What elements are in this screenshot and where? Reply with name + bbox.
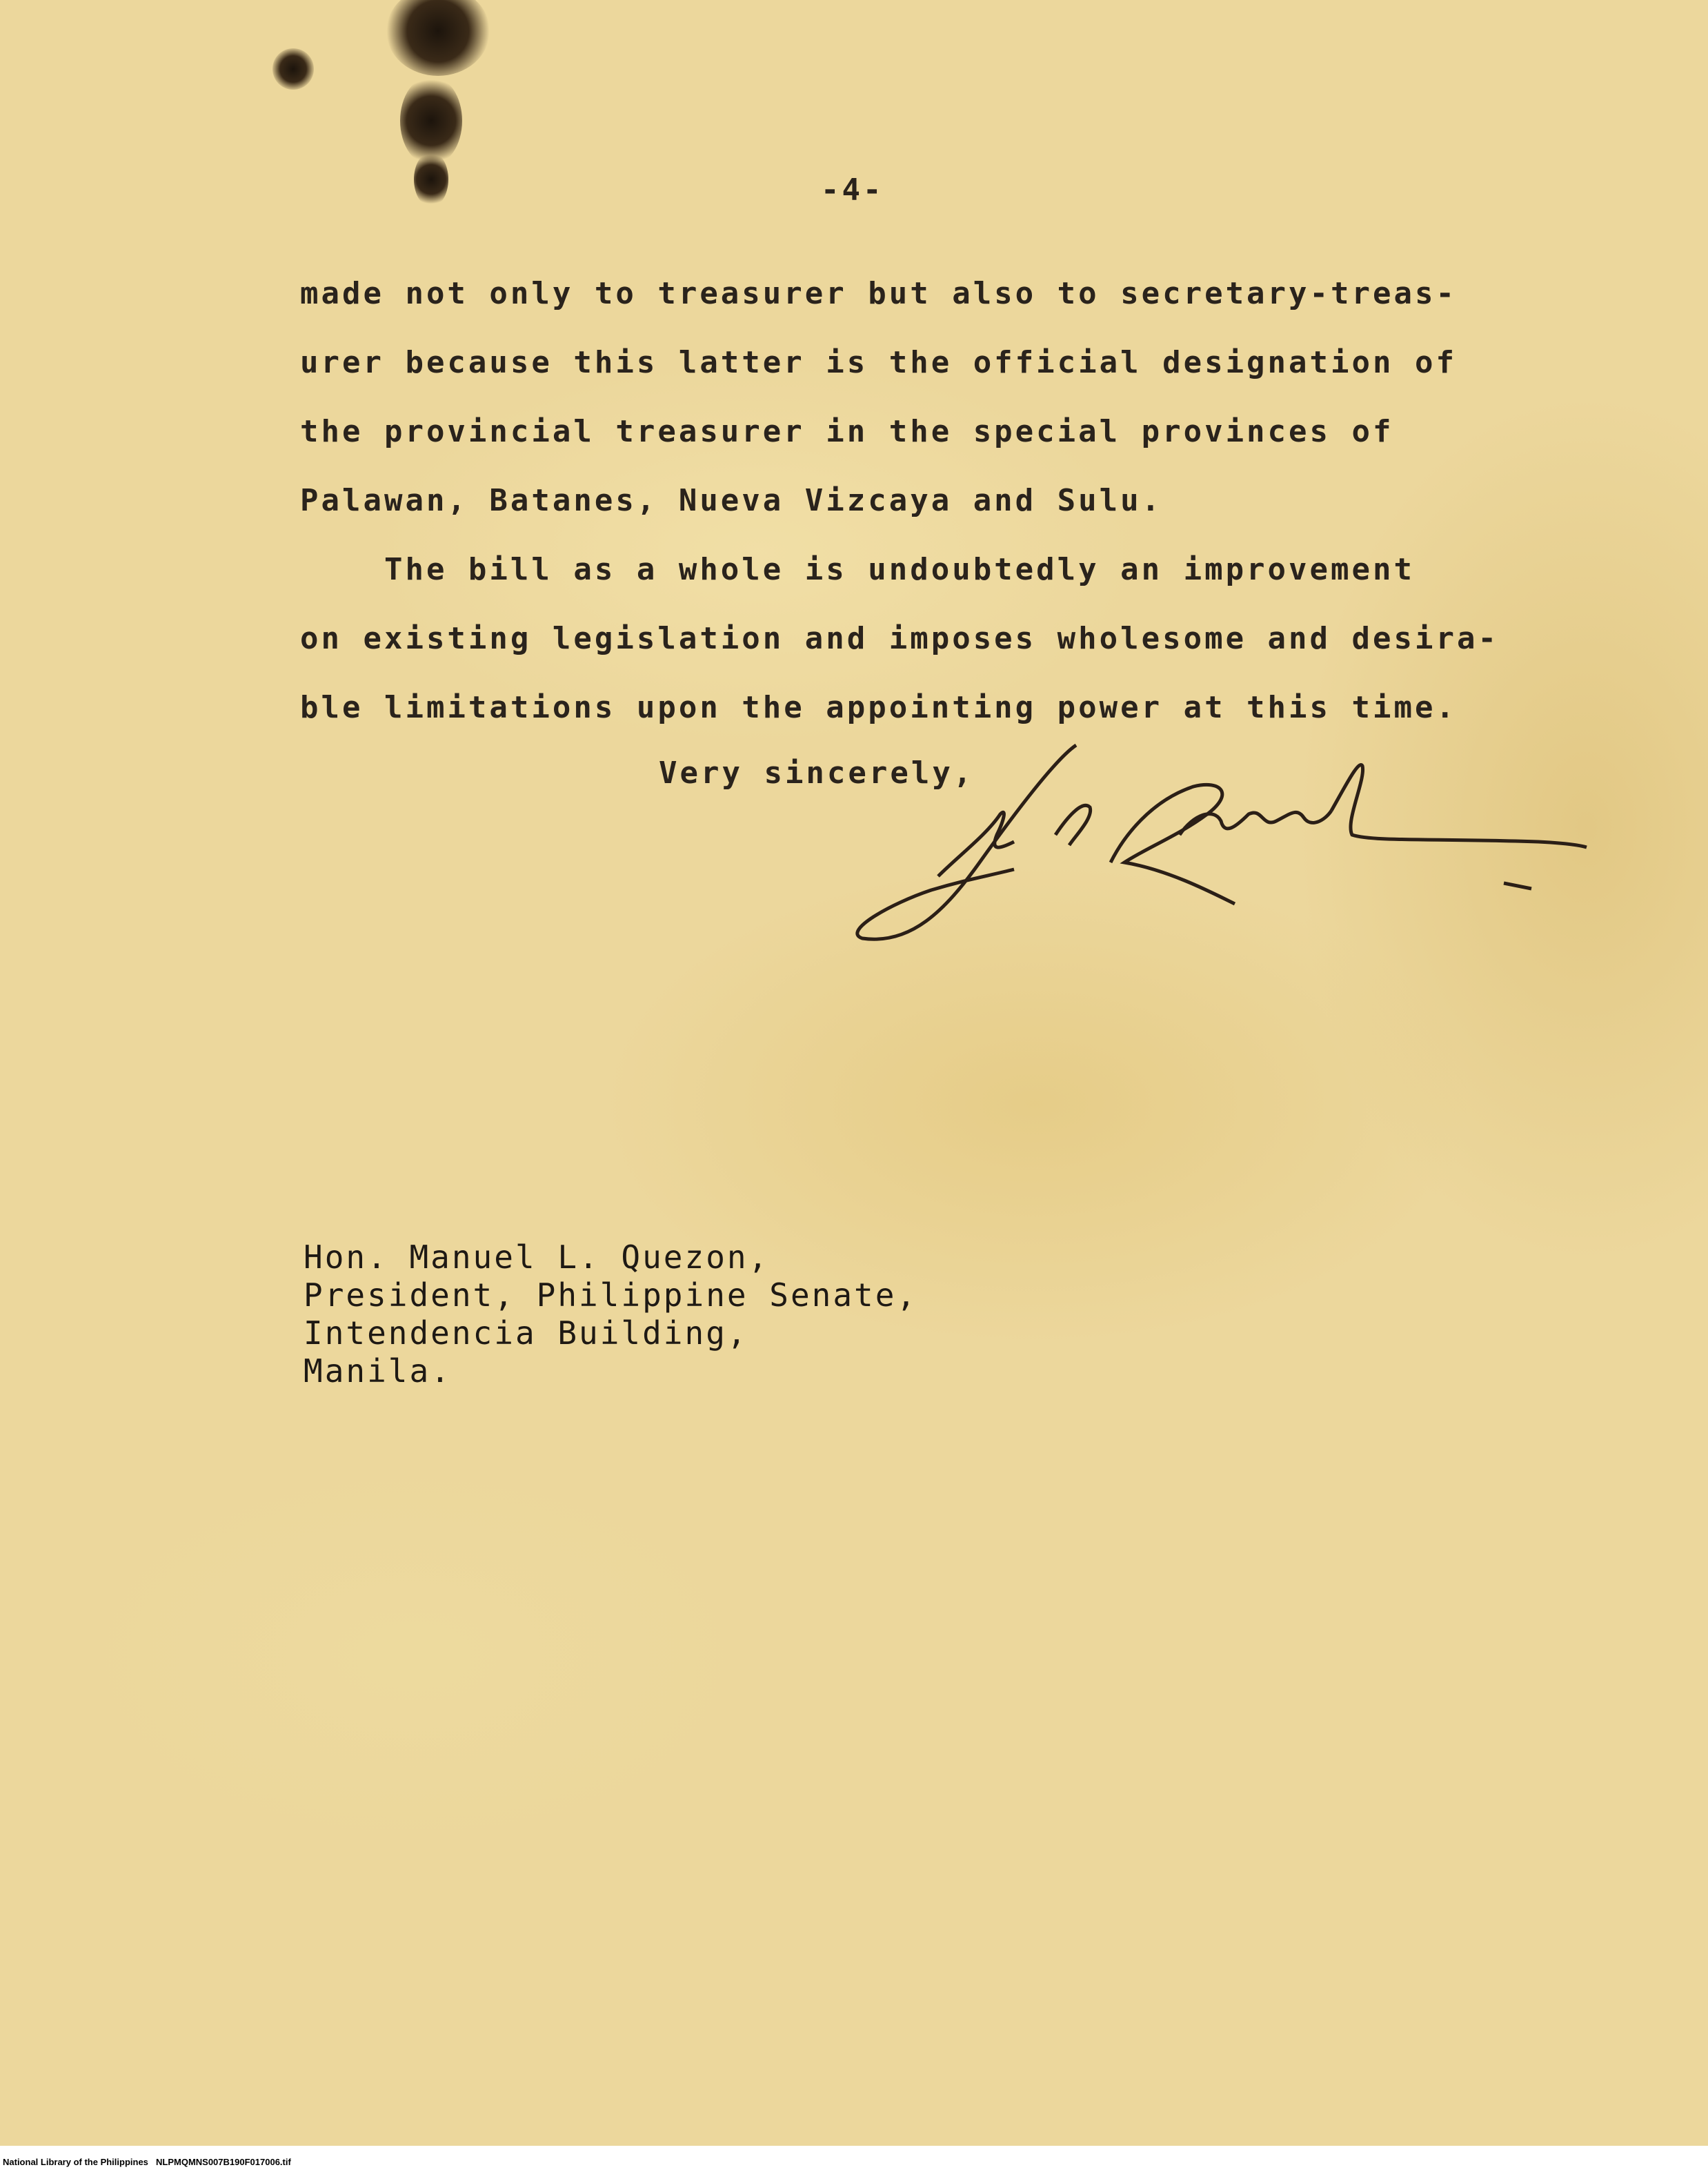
addressee-line: Manila. bbox=[304, 1352, 452, 1390]
signature bbox=[848, 731, 1593, 952]
body-line: ble limitations upon the appointing power at this time. bbox=[300, 690, 1457, 725]
body-line: urer because this latter is the official designation of bbox=[300, 345, 1457, 380]
page-number: -4- bbox=[821, 172, 884, 208]
body-line: The bill as a whole is undoubtedly an improvement bbox=[300, 552, 1415, 587]
addressee-line: Hon. Manuel L. Quezon, bbox=[304, 1238, 770, 1276]
closing: Very sincerely, bbox=[659, 756, 975, 791]
body-line: made not only to treasurer but also to secretary-treas- bbox=[300, 276, 1457, 311]
ink-stain bbox=[386, 0, 490, 76]
ink-stain bbox=[414, 152, 448, 207]
footer-library: National Library of the Philippines bbox=[3, 2157, 148, 2167]
ink-stain bbox=[272, 48, 314, 90]
body-line: the provincial treasurer in the special provinces of bbox=[300, 414, 1394, 449]
body-line: Palawan, Batanes, Nueva Vizcaya and Sulu. bbox=[300, 483, 1163, 518]
addressee-line: Intendencia Building, bbox=[304, 1314, 748, 1352]
footer-file-id: NLPMQMNS007B190F017006.tif bbox=[156, 2157, 291, 2167]
body-line: on existing legislation and imposes wholesome and desira- bbox=[300, 621, 1499, 656]
addressee-line: President, Philippine Senate, bbox=[304, 1276, 918, 1314]
